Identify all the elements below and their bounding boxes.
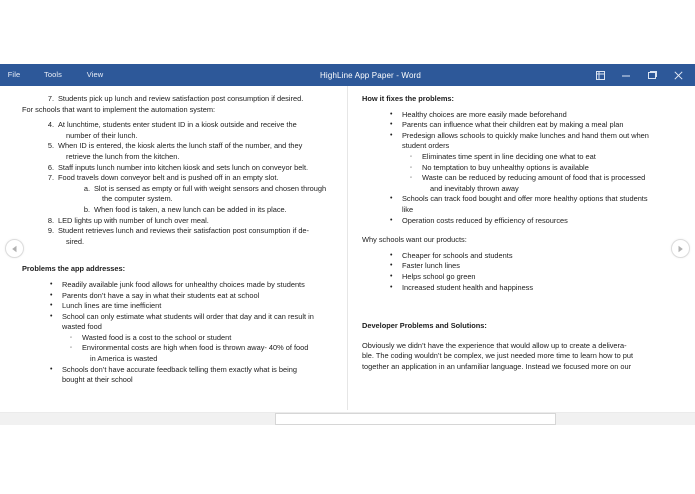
line: retrieve the lunch from the kitchen. xyxy=(66,151,180,161)
bullet-item xyxy=(22,301,331,312)
list-marker: a. xyxy=(83,183,90,193)
list-marker: b. xyxy=(83,204,90,214)
line: sired. xyxy=(66,236,85,246)
line: wasted food xyxy=(62,322,102,332)
list-text: Students pick up lunch and review satisfaction post consumption if desired. xyxy=(58,94,304,103)
ribbon-display-options-button[interactable] xyxy=(587,64,613,86)
menu-file[interactable]: File xyxy=(7,70,21,79)
bullet-text: Wasted food is a cost to the school or student xyxy=(82,332,232,342)
list-marker: 8. xyxy=(47,215,54,225)
line: number of their lunch. xyxy=(66,130,138,140)
list-item xyxy=(22,226,331,247)
list-marker: 4. xyxy=(47,120,54,130)
document-page-left xyxy=(0,86,348,410)
list-marker: 7. xyxy=(47,94,54,103)
line: School can only estimate what students will order that day and it can result in xyxy=(62,311,314,321)
sub-bullet-item xyxy=(22,333,331,344)
bullet-item xyxy=(362,272,677,283)
desktop-backdrop xyxy=(0,0,695,64)
bullet-text: No temptation to buy unhealthy options is available xyxy=(422,162,589,172)
title-bar xyxy=(0,64,695,86)
bullet-text: Operation costs reduced by efficiency of resources xyxy=(402,215,568,225)
horizontal-scrollbar-thumb[interactable] xyxy=(275,413,556,425)
line: Environmental costs are high when food is thrown away- 40% of food xyxy=(82,343,309,353)
list-item xyxy=(22,216,331,227)
bullet-item xyxy=(362,194,677,215)
bullet-item xyxy=(22,280,331,291)
list-marker: 5. xyxy=(47,141,54,151)
restore-icon xyxy=(648,71,657,80)
list-marker: 7. xyxy=(47,173,54,183)
line: student orders xyxy=(402,141,450,151)
bullet-text: Increased student health and happiness xyxy=(402,282,534,292)
bullet-item xyxy=(22,291,331,302)
bullet-ring-marker: ◦ xyxy=(410,164,413,171)
bullet-text: Lunch lines are time inefficient xyxy=(62,301,162,311)
line: Schools can track food bought and offer more healthy options that students xyxy=(402,194,648,204)
list-text xyxy=(58,226,331,247)
bullet-ring-marker: ◦ xyxy=(410,153,413,160)
line: in America is wasted xyxy=(90,354,158,364)
bullet-text: Cheaper for schools and students xyxy=(402,250,513,260)
section-heading-problems: Problems the app addresses: xyxy=(22,264,126,274)
bullet-text: Healthy choices are more easily made beforehand xyxy=(402,109,567,119)
list-item xyxy=(22,94,331,105)
bullet-marker: • xyxy=(50,312,53,320)
menu-bar xyxy=(0,64,114,86)
list-text: Food travels down conveyor belt and is pushed off in an empty slot. xyxy=(58,173,279,183)
bullet-text: Readily available junk food allows for unhealthy choices made by students xyxy=(62,279,305,289)
close-button[interactable] xyxy=(665,64,691,86)
document-canvas[interactable] xyxy=(0,86,695,410)
list-item xyxy=(22,120,331,141)
bullet-text: Parents don’t have a say in what their students eat at school xyxy=(62,290,260,300)
section-heading-developer: Developer Problems and Solutions: xyxy=(362,321,487,331)
minimize-icon xyxy=(621,71,631,80)
developer-paragraph-line: ble. The coding wouldn’t be complex, we just needed more time to learn how to put xyxy=(362,351,634,361)
bullet-marker: • xyxy=(390,195,393,203)
bullet-item xyxy=(362,251,677,262)
bullet-ring-marker: ◦ xyxy=(70,345,73,352)
line: Predesign allows schools to quickly make lunches and hand them out when xyxy=(402,130,649,140)
list-item xyxy=(22,173,331,184)
bullet-item xyxy=(22,365,331,386)
bullet-text xyxy=(422,173,677,194)
bullet-text: Helps school go green xyxy=(402,271,476,281)
bullet-text xyxy=(62,312,331,333)
close-icon xyxy=(674,71,683,80)
line: When ID is entered, the kiosk alerts the lunch staff of the number, and they xyxy=(58,141,303,151)
menu-tools[interactable]: Tools xyxy=(43,70,62,79)
sub-list-item xyxy=(22,205,331,216)
chevron-left-icon xyxy=(11,245,18,253)
chevron-right-icon xyxy=(677,245,684,253)
bullet-marker: • xyxy=(50,291,53,299)
window-controls xyxy=(587,64,691,86)
document-page-right xyxy=(352,86,695,410)
list-marker: 9. xyxy=(47,226,54,236)
bullet-marker: • xyxy=(50,365,53,373)
list-item xyxy=(22,163,331,174)
line: like xyxy=(402,204,414,214)
bullet-marker: • xyxy=(50,302,53,310)
bullet-item xyxy=(362,120,677,131)
line: the computer system. xyxy=(102,194,173,204)
bullet-item xyxy=(22,312,331,333)
bullet-marker: • xyxy=(390,272,393,280)
bullet-text xyxy=(402,194,677,215)
bullet-item xyxy=(362,261,677,272)
sub-bullet-item xyxy=(362,152,677,163)
bullet-marker: • xyxy=(390,251,393,259)
bullet-marker: • xyxy=(390,262,393,270)
menu-view[interactable]: View xyxy=(86,70,104,79)
line: Slot is sensed as empty or full with weight sensors and chosen through xyxy=(94,183,327,193)
bullet-marker: • xyxy=(390,131,393,139)
list-item xyxy=(22,141,331,162)
bullet-text: Faster lunch lines xyxy=(402,261,460,271)
sub-bullet-item xyxy=(22,343,331,364)
line: Student retrieves lunch and reviews their satisfaction post consumption if de- xyxy=(58,226,310,236)
line: Waste can be reduced by reducing amount of food that is processed xyxy=(422,173,646,183)
window-title: HighLine App Paper - Word xyxy=(320,70,421,80)
bullet-item xyxy=(362,283,677,294)
developer-paragraph-line: together an application in an unfamiliar language. Instead we focused more on our xyxy=(362,361,632,371)
bullet-item xyxy=(362,131,677,152)
bullet-text: Eliminates time spent in line deciding one what to eat xyxy=(422,151,596,161)
bullet-marker: • xyxy=(390,283,393,291)
developer-paragraph-line: Obviously we didn’t have the experience that would allow up to create a delivera- xyxy=(362,340,627,350)
bullet-item xyxy=(362,110,677,121)
bullet-text xyxy=(62,365,331,386)
bullet-text: Parents can influence what their children eat by making a meal plan xyxy=(402,120,624,130)
sub-bullet-item xyxy=(362,163,677,174)
section-heading-fixes: How it fixes the problems: xyxy=(362,94,454,103)
line: and inevitably thrown away xyxy=(430,183,519,193)
bullet-marker: • xyxy=(390,216,393,224)
list-text: LED lights up with number of lunch over meal. xyxy=(58,215,209,225)
bullet-ring-marker: ◦ xyxy=(410,175,413,182)
lead-paragraph: For schools that want to implement the automation system: xyxy=(22,104,216,114)
bullet-marker: • xyxy=(50,280,53,288)
line: Schools don’t have accurate feedback telling them exactly what is being xyxy=(62,364,297,374)
previous-page-button[interactable] xyxy=(5,239,24,258)
bullet-item xyxy=(362,216,677,227)
horizontal-scrollbar-track[interactable] xyxy=(0,412,695,426)
section-heading-why: Why schools want our products: xyxy=(362,235,467,245)
restore-button[interactable] xyxy=(639,64,665,86)
sub-bullet-item xyxy=(362,173,677,194)
line: bought at their school xyxy=(62,375,133,385)
line: At lunchtime, students enter student ID in a kiosk outside and receive the xyxy=(58,120,297,130)
list-text xyxy=(58,141,331,162)
next-page-button[interactable] xyxy=(671,239,690,258)
list-text: Staff inputs lunch number into kitchen kiosk and sets lunch on conveyor belt. xyxy=(58,162,309,172)
list-text xyxy=(58,120,331,141)
minimize-button[interactable] xyxy=(613,64,639,86)
list-text: When food is taken, a new lunch can be added in its place. xyxy=(94,204,287,214)
bullet-ring-marker: ◦ xyxy=(70,334,73,341)
bullet-marker: • xyxy=(390,121,393,129)
sub-list-item xyxy=(22,184,331,205)
list-text xyxy=(94,184,331,205)
desktop-backdrop-bottom xyxy=(0,425,695,494)
bullet-text xyxy=(402,131,677,152)
list-marker: 6. xyxy=(47,162,54,172)
bullet-marker: • xyxy=(390,110,393,118)
bullet-text xyxy=(82,343,331,364)
ribbon-display-options-icon xyxy=(596,71,605,80)
